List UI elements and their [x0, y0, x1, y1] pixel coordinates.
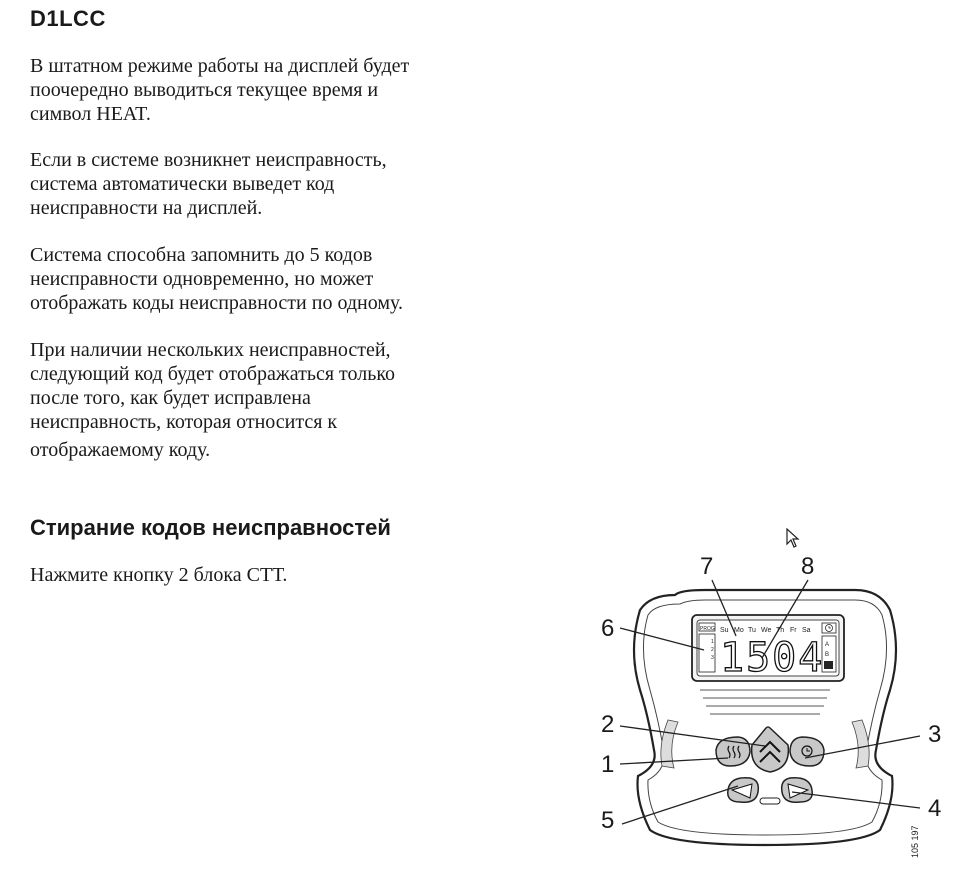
indicator-slot: [760, 798, 780, 804]
lcd-prog-label: PROG: [700, 626, 715, 632]
callout-4: 4: [928, 795, 942, 822]
lcd-heat-indicator: [824, 661, 833, 669]
text-line: Если в системе возникнет неисправность,: [30, 149, 387, 171]
figure-id: 105 197: [910, 825, 920, 858]
text-line: неисправности одновременно, но может: [30, 268, 374, 290]
text-line: Система способна запомнить до 5 кодов: [30, 244, 373, 266]
lcd-day: Fr: [790, 627, 797, 634]
paragraph-multiple-faults: [30, 338, 530, 462]
button-4-right[interactable]: [782, 778, 813, 803]
ctt-unit-diagram: [580, 540, 950, 870]
text-line: следующий код будет отображаться только: [30, 363, 396, 385]
paragraph-fault-memory: [30, 243, 530, 315]
callout-8: 8: [801, 553, 815, 580]
lcd-day: Su: [720, 627, 729, 634]
lcd-day: Sa: [802, 627, 811, 634]
text-line: отображать коды неисправности по одному.: [30, 292, 404, 314]
text-line: При наличии нескольких неисправностей,: [30, 339, 391, 361]
text-line: символ HEAT.: [30, 103, 151, 125]
text-line: неисправности на дисплей.: [30, 197, 263, 219]
text-line: В штатном режиме работы на дисплей будет: [30, 55, 410, 77]
lcd-prog-item: 2: [711, 647, 714, 653]
section-heading-clear-codes: Стирание кодов неисправностей: [30, 515, 391, 540]
lcd-day: Mo: [734, 627, 744, 634]
lcd-mode-letter: A: [825, 642, 830, 648]
lcd-prog-item: 3: [711, 655, 714, 661]
callout-1: 1: [601, 751, 615, 778]
text-line: отображаемому коду.: [30, 439, 211, 461]
page-title: D1LCC: [30, 6, 106, 31]
callout-5: 5: [601, 807, 615, 834]
text-line: система автоматически выведет код: [30, 173, 335, 195]
lcd-day: We: [761, 627, 772, 634]
text-line: поочередно выводиться текущее время и: [30, 79, 379, 101]
paragraph-clear-instruction: [30, 563, 530, 587]
button-5-left[interactable]: [728, 778, 759, 803]
callout-2: 2: [601, 711, 615, 738]
text-line: Нажмите кнопку 2 блока СТТ.: [30, 564, 288, 586]
paragraph-normal-mode: [30, 54, 530, 126]
lcd-day: Th: [776, 627, 785, 634]
text-line: неисправность, которая относится к: [30, 411, 338, 433]
lcd-mode-letter: B: [825, 652, 830, 658]
callout-6: 6: [601, 615, 615, 642]
lcd-day: Tu: [748, 627, 756, 634]
callout-3: 3: [928, 721, 942, 748]
lcd-prog-item: 1: [711, 639, 714, 645]
lcd-fault-code: 1504: [720, 635, 825, 681]
callout-7: 7: [700, 553, 714, 580]
paragraph-fault-display: [30, 148, 530, 220]
button-3-clock[interactable]: [790, 737, 824, 766]
text-line: после того, как будет исправлена: [30, 387, 311, 409]
